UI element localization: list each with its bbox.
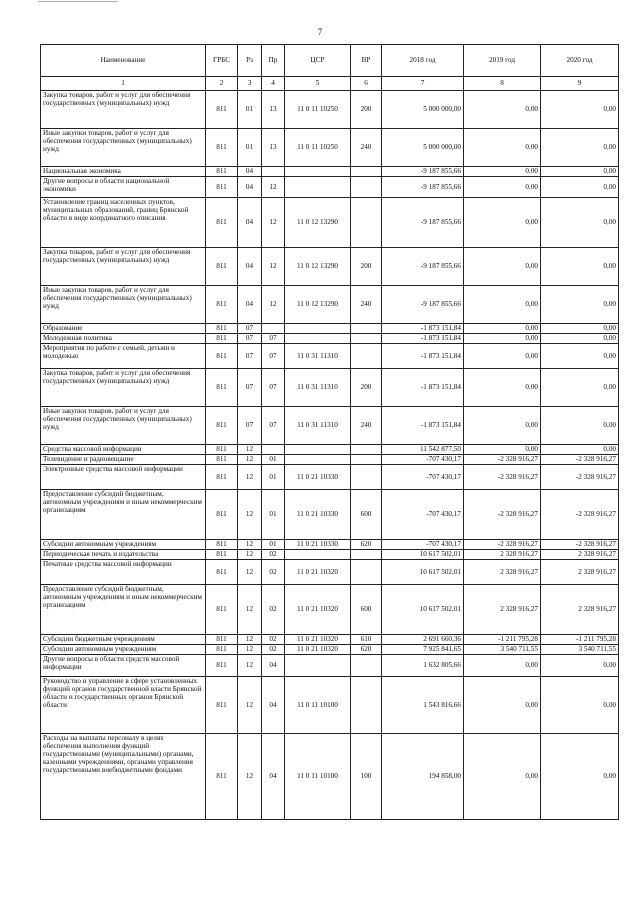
cell-y2019: -2 328 916,27 <box>464 540 541 550</box>
cell-name: Субсидии автономным учреждениям <box>41 645 206 655</box>
cell-rz: 12 <box>238 445 262 455</box>
cell-pr <box>262 167 285 177</box>
cell-y2019: 0,00 <box>464 369 541 407</box>
cell-rz: 01 <box>238 91 262 129</box>
cell-y2019: 0,00 <box>464 248 541 286</box>
cell-y2020: -2 328 916,27 <box>541 540 619 550</box>
cell-rz: 12 <box>238 677 262 734</box>
cell-vr <box>351 655 382 677</box>
col-num-6: 6 <box>351 77 382 91</box>
cell-csr: 11 0 31 11310 <box>285 369 351 407</box>
table-row <box>41 655 619 677</box>
cell-csr: 11 0 21 10320 <box>285 560 351 585</box>
cell-y2018: -707 430,17 <box>382 490 464 540</box>
cell-csr: 11 0 21 10330 <box>285 490 351 540</box>
cell-y2018: 10 617 502,01 <box>382 560 464 585</box>
cell-y2018: 1 632 805,66 <box>382 655 464 677</box>
cell-name: Закупка товаров, работ и услуг для обеспечения государственных (муниципальных) нужд <box>41 369 206 407</box>
cell-y2020: 2 328 916,27 <box>541 585 619 635</box>
cell-csr <box>285 550 351 560</box>
cell-rz: 12 <box>238 465 262 490</box>
cell-grbs: 811 <box>206 550 238 560</box>
cell-csr: 11 0 11 10100 <box>285 677 351 734</box>
cell-pr: 02 <box>262 645 285 655</box>
cell-name: Электронные средства массовой информации <box>41 465 206 490</box>
cell-y2019: 0,00 <box>464 655 541 677</box>
cell-y2019: 0,00 <box>464 734 541 820</box>
cell-y2020: 0,00 <box>541 177 619 198</box>
cell-name: Субсидии автономным учреждениям <box>41 540 206 550</box>
table-row <box>41 129 619 167</box>
cell-y2020: 0,00 <box>541 324 619 334</box>
table-row <box>41 585 619 635</box>
cell-vr: 240 <box>351 286 382 324</box>
col-num-7: 7 <box>382 77 464 91</box>
table-row <box>41 490 619 540</box>
cell-csr: 11 0 21 10320 <box>285 635 351 645</box>
cell-rz: 04 <box>238 198 262 248</box>
cell-name: Предоставление субсидий бюджетным, автономным учреждениям и иным некоммерческим организациям <box>41 490 206 540</box>
cell-csr <box>285 334 351 344</box>
table-row <box>41 550 619 560</box>
col-header-2020: 2020 год <box>541 45 619 77</box>
cell-grbs: 811 <box>206 91 238 129</box>
cell-vr: 200 <box>351 369 382 407</box>
cell-y2018: -1 873 151,84 <box>382 369 464 407</box>
col-header-vr: ВР <box>351 45 382 77</box>
table-row <box>41 177 619 198</box>
cell-y2019: 0,00 <box>464 407 541 445</box>
cell-pr: 07 <box>262 334 285 344</box>
cell-vr: 100 <box>351 734 382 820</box>
top-rule <box>38 1 118 2</box>
cell-y2020: 0,00 <box>541 677 619 734</box>
cell-rz: 07 <box>238 324 262 334</box>
table-row <box>41 167 619 177</box>
cell-name: Телевидение и радиовещание <box>41 455 206 465</box>
table-row <box>41 455 619 465</box>
cell-grbs: 811 <box>206 455 238 465</box>
cell-y2019: 2 328 916,27 <box>464 560 541 585</box>
cell-y2020: 2 328 916,27 <box>541 550 619 560</box>
cell-vr: 600 <box>351 490 382 540</box>
cell-y2019: 0,00 <box>464 198 541 248</box>
column-number-row <box>41 77 619 91</box>
col-header-pr: Пр <box>262 45 285 77</box>
table-row <box>41 465 619 490</box>
cell-pr: 13 <box>262 91 285 129</box>
cell-y2018: 10 617 502,01 <box>382 585 464 635</box>
cell-rz: 12 <box>238 540 262 550</box>
cell-name: Образование <box>41 324 206 334</box>
cell-grbs: 811 <box>206 465 238 490</box>
cell-rz: 12 <box>238 550 262 560</box>
cell-name: Молодежная политика <box>41 334 206 344</box>
cell-name: Мероприятия по работе с семьей, детьми и молодежью <box>41 344 206 369</box>
cell-csr: 11 0 21 10330 <box>285 465 351 490</box>
cell-pr: 07 <box>262 369 285 407</box>
cell-vr <box>351 198 382 248</box>
cell-y2019: 0,00 <box>464 177 541 198</box>
table-row <box>41 344 619 369</box>
col-header-grbs: ГРБС <box>206 45 238 77</box>
col-header-name: Наименование <box>41 45 206 77</box>
table-row <box>41 286 619 324</box>
col-header-2019: 2019 год <box>464 45 541 77</box>
cell-y2018: 194 858,00 <box>382 734 464 820</box>
cell-y2019: -2 328 916,27 <box>464 455 541 465</box>
cell-csr: 11 0 12 13290 <box>285 198 351 248</box>
cell-y2019: 2 328 916,27 <box>464 585 541 635</box>
cell-vr <box>351 560 382 585</box>
cell-y2018: -9 187 855,66 <box>382 248 464 286</box>
cell-y2020: 0,00 <box>541 369 619 407</box>
cell-y2018: 7 925 841,65 <box>382 645 464 655</box>
cell-y2020: 0,00 <box>541 445 619 455</box>
table-row <box>41 560 619 585</box>
cell-grbs: 811 <box>206 369 238 407</box>
cell-y2020: 0,00 <box>541 407 619 445</box>
cell-y2019: 0,00 <box>464 344 541 369</box>
cell-name: Периодическая печать и издательства <box>41 550 206 560</box>
col-num-1: 1 <box>41 77 206 91</box>
table-row <box>41 407 619 445</box>
cell-pr: 12 <box>262 198 285 248</box>
cell-vr: 620 <box>351 645 382 655</box>
cell-name: Субсидии бюджетным учреждениям <box>41 635 206 645</box>
cell-y2020: 0,00 <box>541 734 619 820</box>
cell-y2019: 2 328 916,27 <box>464 550 541 560</box>
cell-csr: 11 0 21 10320 <box>285 585 351 635</box>
cell-csr: 11 0 21 10330 <box>285 540 351 550</box>
table-row <box>41 445 619 455</box>
cell-pr: 07 <box>262 407 285 445</box>
cell-rz: 07 <box>238 334 262 344</box>
cell-name: Национальная экономика <box>41 167 206 177</box>
cell-y2019: -2 328 916,27 <box>464 490 541 540</box>
col-num-2: 2 <box>206 77 238 91</box>
cell-y2018: -9 187 855,66 <box>382 286 464 324</box>
cell-y2018: -9 187 855,66 <box>382 177 464 198</box>
table-row <box>41 635 619 645</box>
cell-y2020: 3 540 711,55 <box>541 645 619 655</box>
col-num-3: 3 <box>238 77 262 91</box>
cell-grbs: 811 <box>206 248 238 286</box>
cell-name: Иные закупки товаров, работ и услуг для обеспечения государственных (муниципальных) нужд <box>41 407 206 445</box>
cell-grbs: 811 <box>206 334 238 344</box>
cell-vr <box>351 344 382 369</box>
cell-y2020: 2 328 916,27 <box>541 560 619 585</box>
cell-name: Закупка товаров, работ и услуг для обеспечения государственных (муниципальных) нужд <box>41 248 206 286</box>
page-number: 7 <box>317 27 323 37</box>
table-row <box>41 677 619 734</box>
cell-pr <box>262 324 285 334</box>
cell-y2020: 0,00 <box>541 91 619 129</box>
cell-y2019: -1 211 795,28 <box>464 635 541 645</box>
cell-y2019: -2 328 916,27 <box>464 465 541 490</box>
cell-y2018: -707 430,17 <box>382 465 464 490</box>
col-header-rz: Рз <box>238 45 262 77</box>
cell-y2018: -1 873 151,84 <box>382 344 464 369</box>
cell-name: Средства массовой информации <box>41 445 206 455</box>
cell-y2020: 0,00 <box>541 167 619 177</box>
cell-y2020: 0,00 <box>541 198 619 248</box>
cell-y2018: 10 617 502,01 <box>382 550 464 560</box>
cell-y2019: 3 540 711,55 <box>464 645 541 655</box>
table-row <box>41 324 619 334</box>
cell-y2019: 0,00 <box>464 286 541 324</box>
cell-vr <box>351 455 382 465</box>
cell-pr: 01 <box>262 540 285 550</box>
header-row <box>41 45 619 77</box>
cell-vr <box>351 324 382 334</box>
cell-rz: 04 <box>238 177 262 198</box>
col-header-2018: 2018 год <box>382 45 464 77</box>
cell-vr <box>351 677 382 734</box>
cell-name: Расходы на выплаты персоналу в целях обеспечения выполнения функций государственными (муниципальными) органами, казенными учреждениями, органами управления государственными внебюджетными фондами <box>41 734 206 820</box>
cell-csr: 11 0 21 10320 <box>285 645 351 655</box>
cell-y2018: -707 430,17 <box>382 540 464 550</box>
cell-rz: 04 <box>238 167 262 177</box>
cell-pr: 02 <box>262 585 285 635</box>
cell-vr <box>351 334 382 344</box>
cell-vr: 620 <box>351 540 382 550</box>
cell-y2018: 5 000 000,00 <box>382 91 464 129</box>
cell-grbs: 811 <box>206 677 238 734</box>
cell-rz: 12 <box>238 734 262 820</box>
cell-vr <box>351 550 382 560</box>
cell-y2020: 0,00 <box>541 248 619 286</box>
cell-grbs: 811 <box>206 129 238 167</box>
cell-y2020: -2 328 916,27 <box>541 455 619 465</box>
cell-y2020: -2 328 916,27 <box>541 490 619 540</box>
cell-csr <box>285 655 351 677</box>
col-num-5: 5 <box>285 77 351 91</box>
cell-name: Установление границ населенных пунктов, муниципальных образований, границ Брянской области в виде координатного описания <box>41 198 206 248</box>
cell-y2018: -1 873 151,84 <box>382 407 464 445</box>
cell-grbs: 811 <box>206 655 238 677</box>
cell-pr: 04 <box>262 677 285 734</box>
cell-y2019: 0,00 <box>464 324 541 334</box>
cell-grbs: 811 <box>206 734 238 820</box>
cell-pr: 01 <box>262 490 285 540</box>
cell-y2019: 0,00 <box>464 91 541 129</box>
cell-pr: 07 <box>262 344 285 369</box>
cell-csr <box>285 167 351 177</box>
cell-y2018: -1 873 151,84 <box>382 334 464 344</box>
cell-vr: 240 <box>351 407 382 445</box>
cell-csr <box>285 455 351 465</box>
cell-grbs: 811 <box>206 286 238 324</box>
cell-y2018: 5 000 000,00 <box>382 129 464 167</box>
cell-grbs: 811 <box>206 635 238 645</box>
cell-grbs: 811 <box>206 560 238 585</box>
table-row <box>41 248 619 286</box>
cell-vr <box>351 167 382 177</box>
cell-grbs: 811 <box>206 407 238 445</box>
table-row <box>41 540 619 550</box>
cell-y2018: 2 691 660,36 <box>382 635 464 645</box>
cell-name: Руководство и управление в сфере установленных функций органов государственной власти Брянской области и государственных органов Брянской области <box>41 677 206 734</box>
cell-rz: 01 <box>238 129 262 167</box>
cell-y2019: 0,00 <box>464 167 541 177</box>
cell-grbs: 811 <box>206 177 238 198</box>
cell-vr <box>351 465 382 490</box>
cell-y2019: 0,00 <box>464 129 541 167</box>
cell-y2020: 0,00 <box>541 129 619 167</box>
cell-rz: 12 <box>238 560 262 585</box>
cell-y2018: -9 187 855,66 <box>382 198 464 248</box>
cell-grbs: 811 <box>206 344 238 369</box>
cell-y2018: 11 542 877,50 <box>382 445 464 455</box>
table-row <box>41 645 619 655</box>
table-row <box>41 369 619 407</box>
cell-csr: 11 0 12 13290 <box>285 286 351 324</box>
cell-vr: 240 <box>351 129 382 167</box>
cell-grbs: 811 <box>206 198 238 248</box>
cell-vr: 200 <box>351 91 382 129</box>
cell-y2018: -1 873 151,84 <box>382 324 464 334</box>
cell-y2018: -707 430,17 <box>382 455 464 465</box>
cell-pr: 02 <box>262 550 285 560</box>
cell-y2018: 1 543 816,66 <box>382 677 464 734</box>
cell-y2020: -2 328 916,27 <box>541 465 619 490</box>
cell-grbs: 811 <box>206 167 238 177</box>
cell-rz: 07 <box>238 407 262 445</box>
cell-grbs: 811 <box>206 585 238 635</box>
cell-pr: 12 <box>262 286 285 324</box>
cell-y2019: 0,00 <box>464 445 541 455</box>
cell-pr <box>262 445 285 455</box>
cell-pr: 02 <box>262 635 285 645</box>
cell-name: Предоставление субсидий бюджетным, автономным учреждениям и иным некоммерческим организациям <box>41 585 206 635</box>
col-header-csr: ЦСР <box>285 45 351 77</box>
cell-y2020: 0,00 <box>541 344 619 369</box>
cell-rz: 04 <box>238 248 262 286</box>
cell-pr: 01 <box>262 465 285 490</box>
table-row <box>41 734 619 820</box>
cell-csr <box>285 324 351 334</box>
cell-rz: 12 <box>238 490 262 540</box>
cell-csr <box>285 177 351 198</box>
cell-pr: 01 <box>262 455 285 465</box>
cell-name: Другие вопросы в области национальной экономики <box>41 177 206 198</box>
cell-csr: 11 0 11 10250 <box>285 129 351 167</box>
col-num-9: 9 <box>541 77 619 91</box>
cell-pr: 12 <box>262 248 285 286</box>
cell-y2018: -9 187 855,66 <box>382 167 464 177</box>
table-body <box>41 91 619 820</box>
cell-vr <box>351 445 382 455</box>
cell-name: Другие вопросы в области средств массовой информации <box>41 655 206 677</box>
cell-y2020: 0,00 <box>541 334 619 344</box>
cell-rz: 12 <box>238 455 262 465</box>
cell-csr: 11 0 11 10100 <box>285 734 351 820</box>
cell-rz: 12 <box>238 655 262 677</box>
cell-csr: 11 0 31 11310 <box>285 344 351 369</box>
cell-grbs: 811 <box>206 490 238 540</box>
cell-rz: 04 <box>238 286 262 324</box>
col-num-8: 8 <box>464 77 541 91</box>
cell-vr: 200 <box>351 248 382 286</box>
table-row <box>41 91 619 129</box>
cell-grbs: 811 <box>206 540 238 550</box>
cell-rz: 12 <box>238 645 262 655</box>
cell-rz: 12 <box>238 585 262 635</box>
cell-y2020: 0,00 <box>541 655 619 677</box>
cell-grbs: 811 <box>206 445 238 455</box>
cell-rz: 12 <box>238 635 262 645</box>
cell-csr: 11 0 31 11310 <box>285 407 351 445</box>
cell-csr <box>285 445 351 455</box>
cell-name: Печатные средства массовой информации <box>41 560 206 585</box>
cell-grbs: 811 <box>206 645 238 655</box>
cell-csr: 11 0 11 10250 <box>285 91 351 129</box>
cell-name: Иные закупки товаров, работ и услуг для обеспечения государственных (муниципальных) нужд <box>41 129 206 167</box>
cell-pr: 04 <box>262 734 285 820</box>
cell-vr: 600 <box>351 585 382 635</box>
col-num-4: 4 <box>262 77 285 91</box>
cell-csr: 11 0 12 13290 <box>285 248 351 286</box>
cell-vr: 610 <box>351 635 382 645</box>
cell-grbs: 811 <box>206 324 238 334</box>
cell-vr <box>351 177 382 198</box>
cell-name: Иные закупки товаров, работ и услуг для обеспечения государственных (муниципальных) нужд <box>41 286 206 324</box>
table-row <box>41 334 619 344</box>
cell-pr: 13 <box>262 129 285 167</box>
cell-name: Закупка товаров, работ и услуг для обеспечения государственных (муниципальных) нужд <box>41 91 206 129</box>
cell-y2019: 0,00 <box>464 677 541 734</box>
cell-pr: 12 <box>262 177 285 198</box>
cell-y2019: 0,00 <box>464 334 541 344</box>
budget-table <box>40 44 619 820</box>
cell-pr: 02 <box>262 560 285 585</box>
table-row <box>41 198 619 248</box>
cell-rz: 07 <box>238 369 262 407</box>
cell-y2020: -1 211 795,28 <box>541 635 619 645</box>
cell-rz: 07 <box>238 344 262 369</box>
cell-y2020: 0,00 <box>541 286 619 324</box>
cell-pr: 04 <box>262 655 285 677</box>
